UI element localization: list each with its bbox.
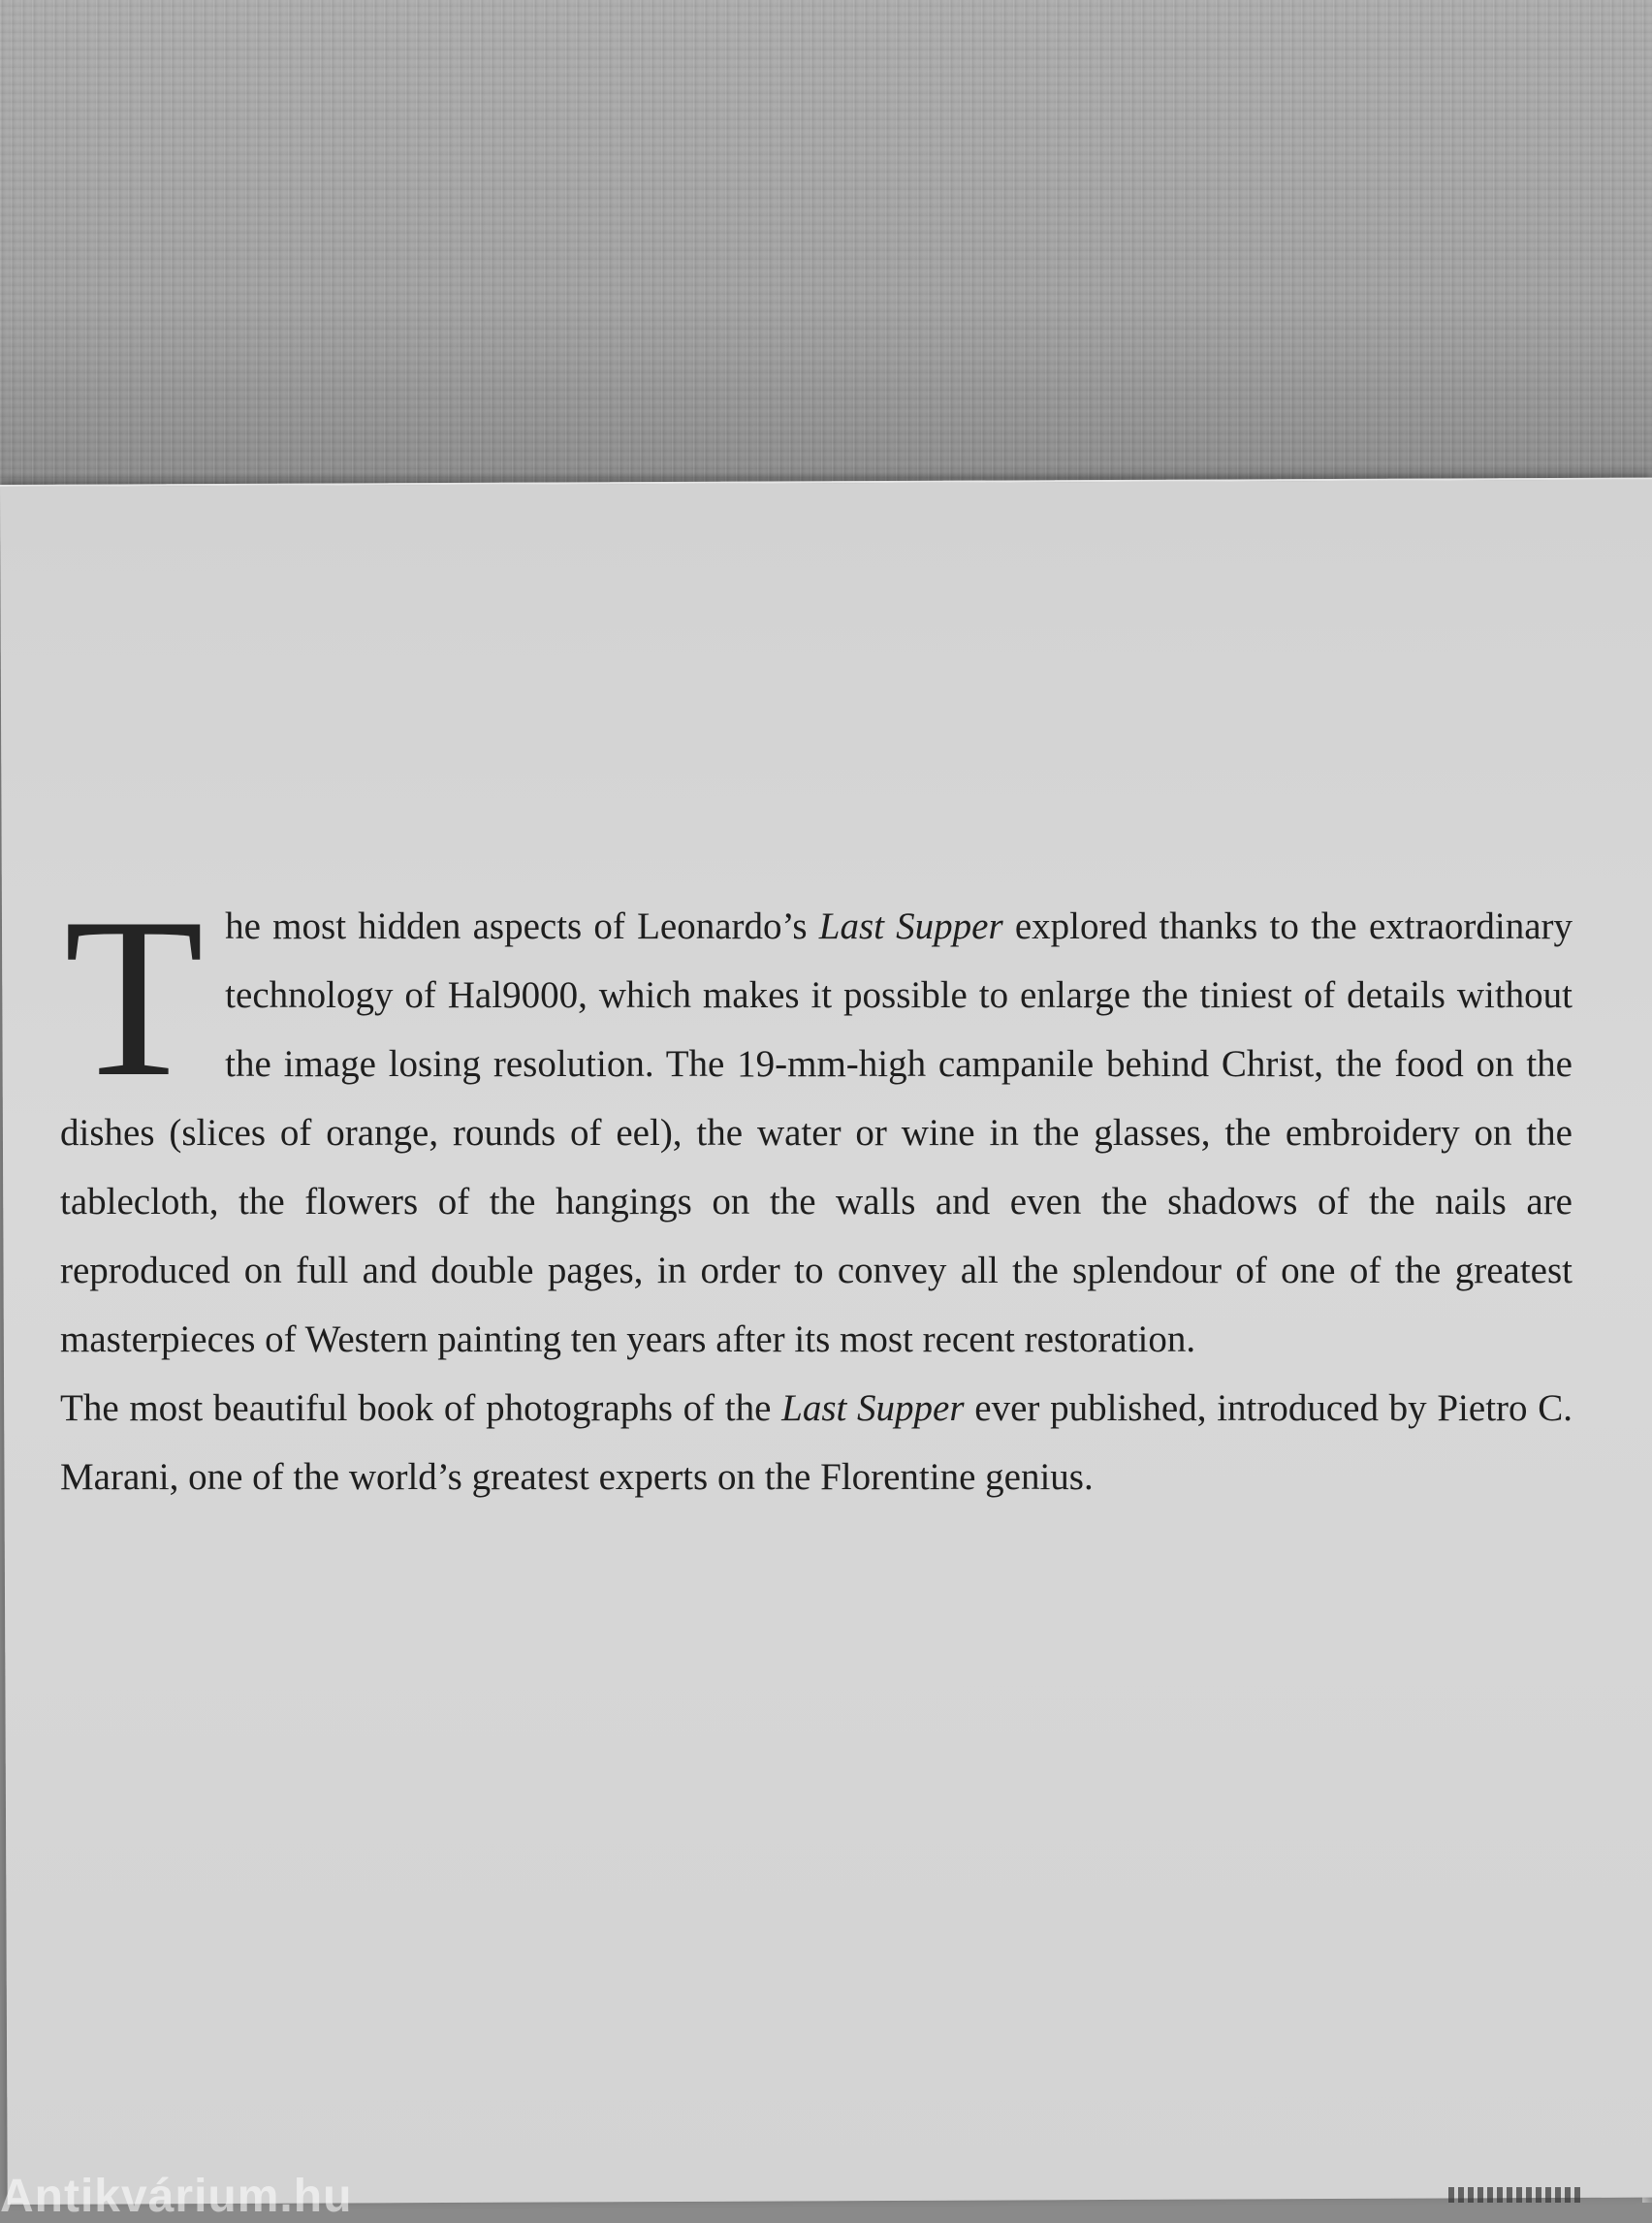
blurb-text: The most beautiful book of photographs of the <box>60 1387 782 1429</box>
isbn-barcode-fragment <box>1448 2187 1584 2203</box>
book-title-italic: Last Supper <box>781 1387 965 1429</box>
blurb-paragraph-2 <box>60 1374 1573 1511</box>
table-surface-background <box>0 0 1652 504</box>
drop-cap-letter: T <box>64 872 205 1125</box>
blurb-text: ever published, introduced by Pietro C. Marani, one of the world’s greatest experts on the Florentine genius. <box>60 1387 1573 1498</box>
book-blurb <box>60 872 1573 1511</box>
blurb-paragraph-1 <box>60 872 1573 1374</box>
book-title-italic: Last Supper <box>818 905 1003 947</box>
blurb-text: explored thanks to the extraordinary technology of Hal9000, which makes it possible to enlarge the tiniest of details without the image losing resolution. The 19-mm-high campanile behind Christ, the food on the dishes (slices of orange, rounds of eel), the water or wine in the glasses, the embroidery on the tablecloth, the flowers of the hangings on the walls and even the shadows of the nails are reproduced on full and double pages, in order to convey all the splendour of one of the greatest masterpieces of Western painting ten years after its most recent restoration. <box>60 905 1573 1360</box>
blurb-text: he most hidden aspects of Leonardo’s <box>225 905 819 947</box>
watermark: Antikvárium.hu <box>0 2171 353 2222</box>
